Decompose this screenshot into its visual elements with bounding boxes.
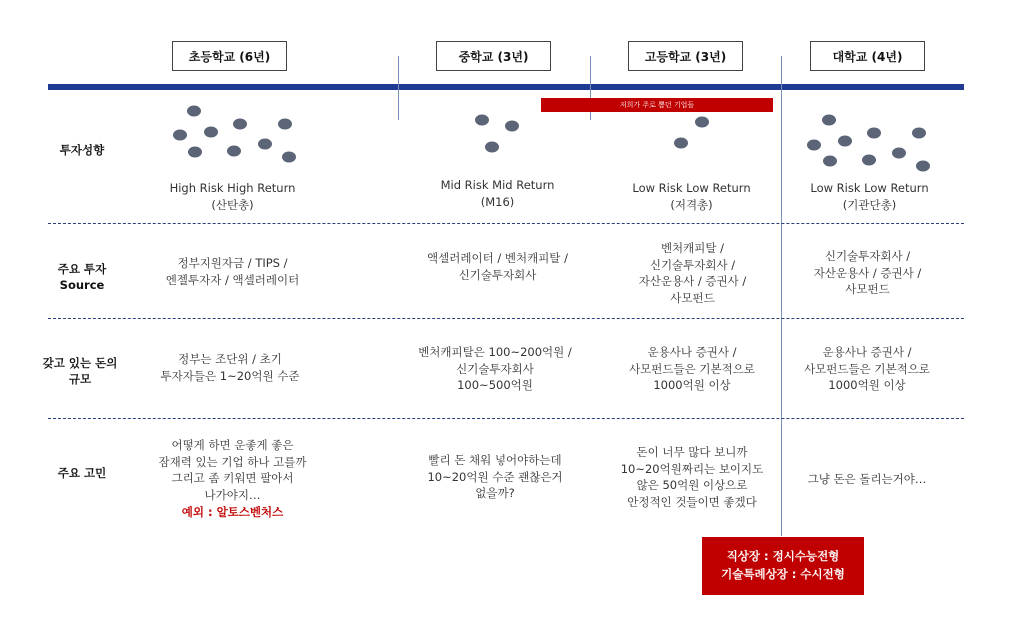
timeline-bar: [48, 84, 964, 90]
dot: [916, 161, 930, 172]
dot: [674, 138, 688, 149]
dot: [485, 142, 499, 153]
dot: [227, 146, 241, 157]
exception-note: 예외 : 알토스벤처스: [181, 504, 284, 519]
row-label-concerns: 주요 고민: [57, 466, 107, 480]
dot: [282, 152, 296, 163]
dot: [912, 128, 926, 139]
row-label-fund-size: 갖고 있는 돈의 규모: [42, 356, 118, 386]
source-university: 신기술투자회사 / 자산운용사 / 증권사 / 사모펀드: [813, 249, 922, 297]
dot: [475, 115, 489, 126]
dot: [838, 136, 852, 147]
concern-middle: 빨리 돈 채워 넣어야하는데 10~20억원 수준 괜찮은거 없을까?: [427, 453, 563, 501]
fund-university: 운용사나 증권사 / 사모펀드들은 기본적으로 1000억원 이상: [804, 345, 930, 393]
separator-3: [48, 418, 964, 419]
listing-route-box: 직상장 : 정시수능전형 기술특례상장 : 수시전형: [702, 537, 864, 595]
target-companies-bar: 저희가 주로 뽑던 기업들: [541, 98, 773, 112]
dot: [204, 127, 218, 138]
dot: [695, 117, 709, 128]
source-middle: 액셀러레이터 / 벤처캐피탈 / 신기술투자회사: [427, 251, 568, 282]
fund-middle: 벤처캐피탈은 100~200억원 / 신기술투자회사 100~500억원: [418, 345, 572, 393]
dot: [278, 119, 292, 130]
dot: [822, 115, 836, 126]
dot: [892, 148, 906, 159]
dot: [807, 140, 821, 151]
row-label-investment-style: 투자성향: [59, 143, 105, 157]
source-elementary: 정부지원자금 / TIPS / 엔젤투자자 / 액셀러레이터: [165, 256, 300, 287]
fund-elementary: 정부는 조단위 / 초기 투자자들은 1~20억원 수준: [160, 352, 300, 383]
dot: [187, 106, 201, 117]
concern-university: 그냥 돈은 돌리는거야…: [807, 472, 927, 486]
stage-high: 고등학교 (3년): [628, 41, 743, 71]
concern-elementary: 어떻게 하면 운좋게 좋은 잠재력 있는 기업 하나 고를까 그리고 좀 키워면 팔아서 나가야지… 예외 : 알토스벤처스: [130, 437, 335, 520]
dot: [823, 156, 837, 167]
dot: [173, 130, 187, 141]
dot: [867, 128, 881, 139]
source-high: 벤처캐피탈 / 신기술투자회사 / 자산운용사 / 증권사 / 사모펀드: [638, 241, 747, 306]
divider-elem-middle: [398, 56, 399, 120]
risk-university: Low Risk Low Return (기관단총): [810, 181, 929, 212]
stage-university: 대학교 (4년): [810, 41, 925, 71]
stage-middle: 중학교 (3년): [436, 41, 551, 71]
fund-high: 운용사나 증권사 / 사모펀드들은 기본적으로 1000억원 이상: [629, 345, 755, 393]
risk-middle: Mid Risk Mid Return (M16): [440, 178, 555, 209]
dot: [505, 121, 519, 132]
row-label-main-source: 주요 투자 Source: [57, 262, 107, 292]
risk-elementary: High Risk High Return (산탄총): [169, 181, 296, 212]
dot: [233, 119, 247, 130]
separator-1: [48, 223, 964, 224]
risk-high: Low Risk Low Return (저격총): [632, 181, 751, 212]
separator-2: [48, 318, 964, 319]
dot: [188, 147, 202, 158]
dot: [862, 155, 876, 166]
concern-high: 돈이 너무 많다 보니까 10~20억원짜리는 보이지도 않은 50억원 이상으로 안정적인 것들이면 좋겠다: [620, 445, 764, 510]
stage-elementary: 초등학교 (6년): [172, 41, 287, 71]
dot: [258, 139, 272, 150]
